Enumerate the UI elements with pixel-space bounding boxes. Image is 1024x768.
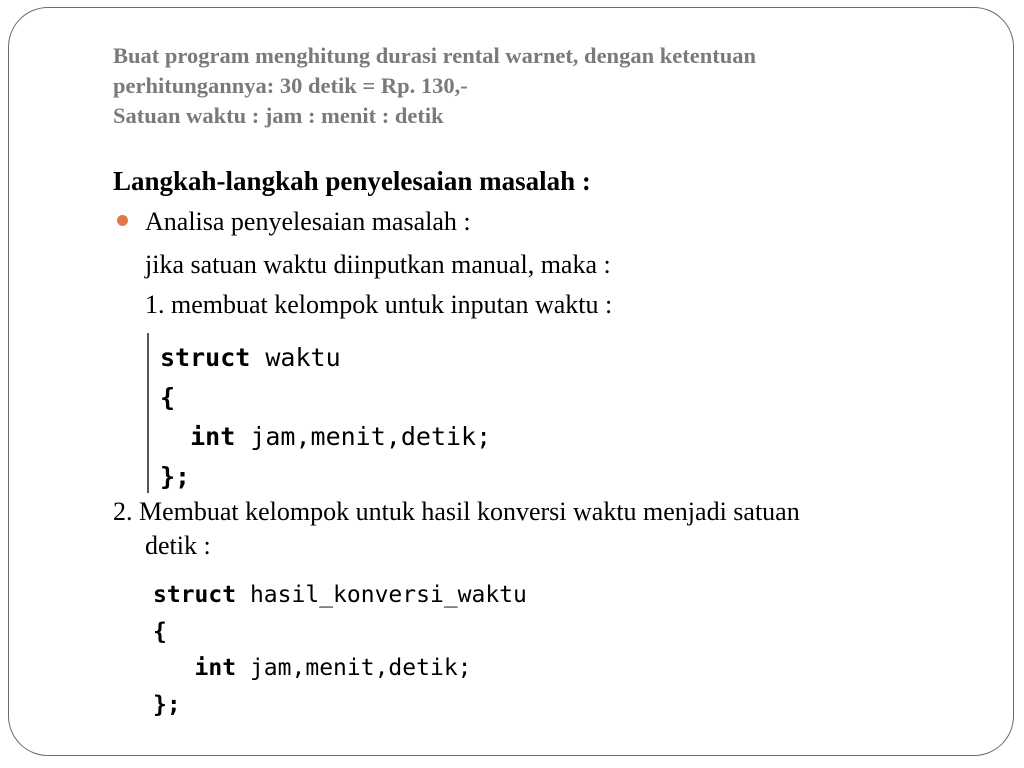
- title-line-3: Satuan waktu : jam : menit : detik: [113, 103, 444, 128]
- code2-keyword-int: int: [194, 655, 237, 681]
- bullet-text: Analisa penyelesaian masalah :: [145, 207, 471, 236]
- code-block-1-border: [147, 333, 149, 493]
- step-2-text-line-2: detik :: [145, 531, 211, 560]
- code2-fields: jam,menit,detik;: [249, 655, 472, 681]
- code1-struct-name: waktu: [265, 343, 341, 372]
- step-1-text: 1. membuat kelompok untuk inputan waktu :: [145, 290, 613, 319]
- code2-close-brace: };: [153, 691, 181, 718]
- code-block-2: [153, 577, 527, 723]
- code2-keyword-struct: struct: [153, 582, 237, 608]
- code1-keyword-int: int: [190, 422, 236, 451]
- title-line-1: Buat program menghitung durasi rental warnet, dengan ketentuan: [113, 43, 756, 68]
- section-heading: Langkah-langkah penyelesaian masalah :: [113, 166, 591, 196]
- code1-keyword-struct: struct: [160, 343, 251, 372]
- code1-close-brace: };: [160, 461, 191, 491]
- code1-fields: jam,menit,detik;: [250, 422, 492, 451]
- condition-text: jika satuan waktu diinputkan manual, maka :: [145, 250, 611, 279]
- title-line-2: perhitungannya: 30 detik = Rp. 130,-: [113, 73, 468, 98]
- step-2-text-line-1: 2. Membuat kelompok untuk hasil konversi waktu menjadi satuan: [113, 497, 800, 526]
- code2-struct-name: hasil_konversi_waktu: [249, 582, 527, 608]
- slide-title: [113, 41, 993, 131]
- bullet-dot-icon: [117, 215, 128, 226]
- code-block-1: [160, 338, 491, 496]
- code1-open-brace: {: [160, 382, 176, 412]
- code2-open-brace: {: [153, 618, 167, 645]
